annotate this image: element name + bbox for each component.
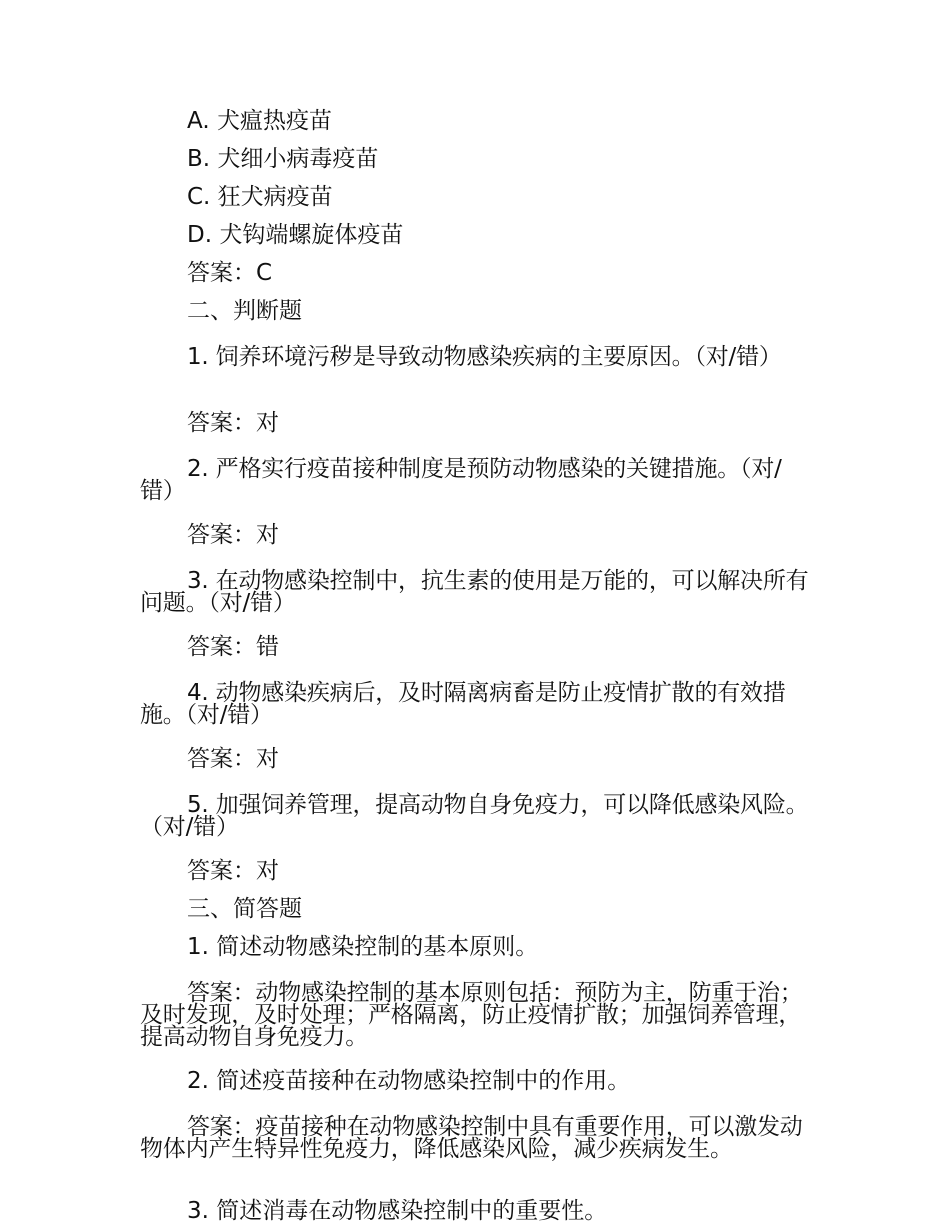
answer-line: 答案：对 bbox=[187, 522, 279, 548]
judgement-question-4: 4. 动物感染疾病后，及时隔离病畜是防止疫情扩散的有效措施。（对/错） bbox=[140, 680, 786, 728]
short-answer-question-3: 3. 简述消毒在动物感染控制中的重要性。 bbox=[187, 1198, 608, 1224]
judgement-question-1: 1. 饲养环境污秽是导致动物感染疾病的主要原因。（对/错） bbox=[187, 344, 782, 370]
option-c: C. 狂犬病疫苗 bbox=[187, 184, 333, 210]
short-answer-1: 答案：动物感染控制的基本原则包括：预防为主，防重于治；及时发现，及时处理；严格隔离，防止疫情扩散；加强饲养管理，提高动物自身免疫力。 bbox=[140, 980, 803, 1050]
short-answer-2: 答案：疫苗接种在动物感染控制中具有重要作用，可以激发动物体内产生特异性免疫力，降低感染风险，减少疾病发生。 bbox=[140, 1114, 803, 1162]
answer-line: 答案：对 bbox=[187, 410, 279, 436]
answer-line: 答案：C bbox=[187, 260, 273, 286]
answer-line: 答案：对 bbox=[187, 858, 279, 884]
judgement-question-5: 5. 加强饲养管理，提高动物自身免疫力，可以降低感染风险。（对/错） bbox=[140, 792, 809, 840]
section-heading-judgement: 二、判断题 bbox=[187, 298, 302, 324]
option-a: A. 犬瘟热疫苗 bbox=[187, 108, 332, 134]
answer-line: 答案：对 bbox=[187, 746, 279, 772]
document-body bbox=[140, 102, 812, 1230]
option-d: D. 犬钩端螺旋体疫苗 bbox=[187, 222, 404, 248]
judgement-question-3: 3. 在动物感染控制中，抗生素的使用是万能的，可以解决所有问题。（对/错） bbox=[140, 568, 809, 616]
option-b: B. 犬细小病毒疫苗 bbox=[187, 146, 379, 172]
judgement-question-2: 2. 严格实行疫苗接种制度是预防动物感染的关键措施。（对/错） bbox=[140, 456, 782, 504]
short-answer-question-1: 1. 简述动物感染控制的基本原则。 bbox=[187, 934, 539, 960]
short-answer-question-2: 2. 简述疫苗接种在动物感染控制中的作用。 bbox=[187, 1068, 631, 1094]
section-heading-short-answer: 三、简答题 bbox=[187, 896, 302, 922]
answer-line: 答案：错 bbox=[187, 634, 279, 660]
